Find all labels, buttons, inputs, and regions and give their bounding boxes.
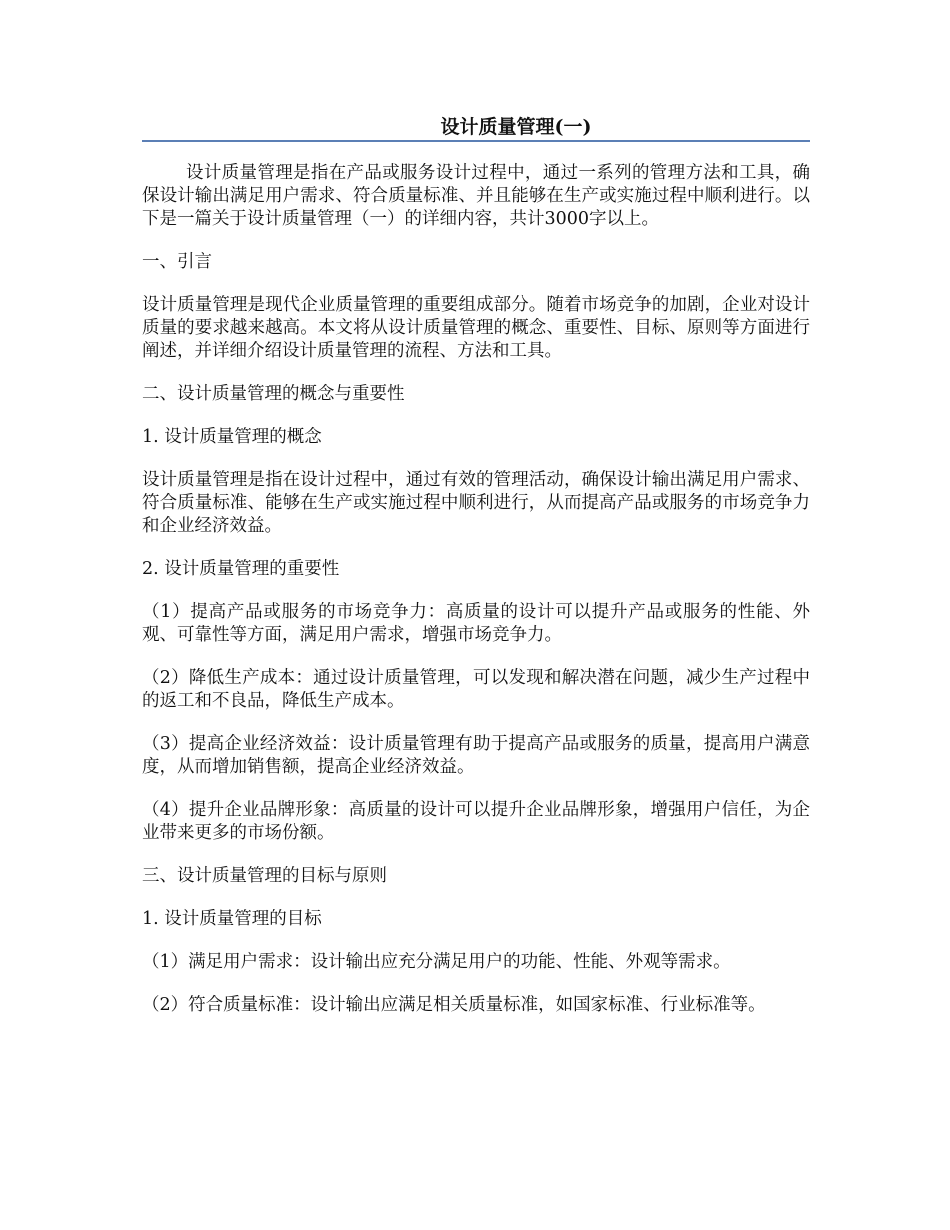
section-heading-concept-importance: 二、设计质量管理的概念与重要性 [142,384,405,404]
introduction-paragraph: 设计质量管理是现代企业质量管理的重要组成部分。随着市场竞争的加剧，企业对设计质量的要求越来越高。本文将从设计质量管理的概念、重要性、目标、原则等方面进行阐述，并详细介绍设计质量管理的流程、方法和工具。 [142,295,810,361]
document-page [142,0,810,1037]
document-title: 设计质量管理(一) [440,116,592,138]
importance-item-1: （1）提高产品或服务的市场竞争力：高质量的设计可以提升产品或服务的性能、外观、可靠性等方面，满足用户需求，增强市场竞争力。 [142,602,810,645]
goal-item-1: （1）满足用户需求：设计输出应充分满足用户的功能、性能、外观等需求。 [142,952,731,972]
concept-paragraph: 设计质量管理是指在设计过程中，通过有效的管理活动，确保设计输出满足用户需求、符合质量标准、能够在生产或实施过程中顺利进行，从而提高产品或服务的市场竞争力和企业经济效益。 [142,470,810,536]
section-heading-introduction: 一、引言 [142,252,212,272]
intro-paragraph: 设计质量管理是指在产品或服务设计过程中，通过一系列的管理方法和工具，确保设计输出满足用户需求、符合质量标准、并且能够在生产或实施过程中顺利进行。以下是一篇关于设计质量管理（一）的详细内容，共计3000字以上。 [142,163,810,229]
subsection-heading-importance: 2. 设计质量管理的重要性 [142,559,340,579]
goal-item-2: （2）符合质量标准：设计输出应满足相关质量标准，如国家标准、行业标准等。 [142,995,766,1015]
importance-item-3: （3）提高企业经济效益：设计质量管理有助于提高产品或服务的质量，提高用户满意度，从而增加销售额，提高企业经济效益。 [142,734,810,777]
importance-item-2: （2）降低生产成本：通过设计质量管理，可以发现和解决潜在问题，减少生产过程中的返工和不良品，降低生产成本。 [142,668,810,711]
subsection-heading-concept: 1. 设计质量管理的概念 [142,427,322,447]
section-heading-goals-principles: 三、设计质量管理的目标与原则 [142,866,387,886]
importance-item-4: （4）提升企业品牌形象：高质量的设计可以提升企业品牌形象，增强用户信任，为企业带来更多的市场份额。 [142,800,810,843]
title-underline [142,140,810,142]
subsection-heading-goals: 1. 设计质量管理的目标 [142,909,322,929]
